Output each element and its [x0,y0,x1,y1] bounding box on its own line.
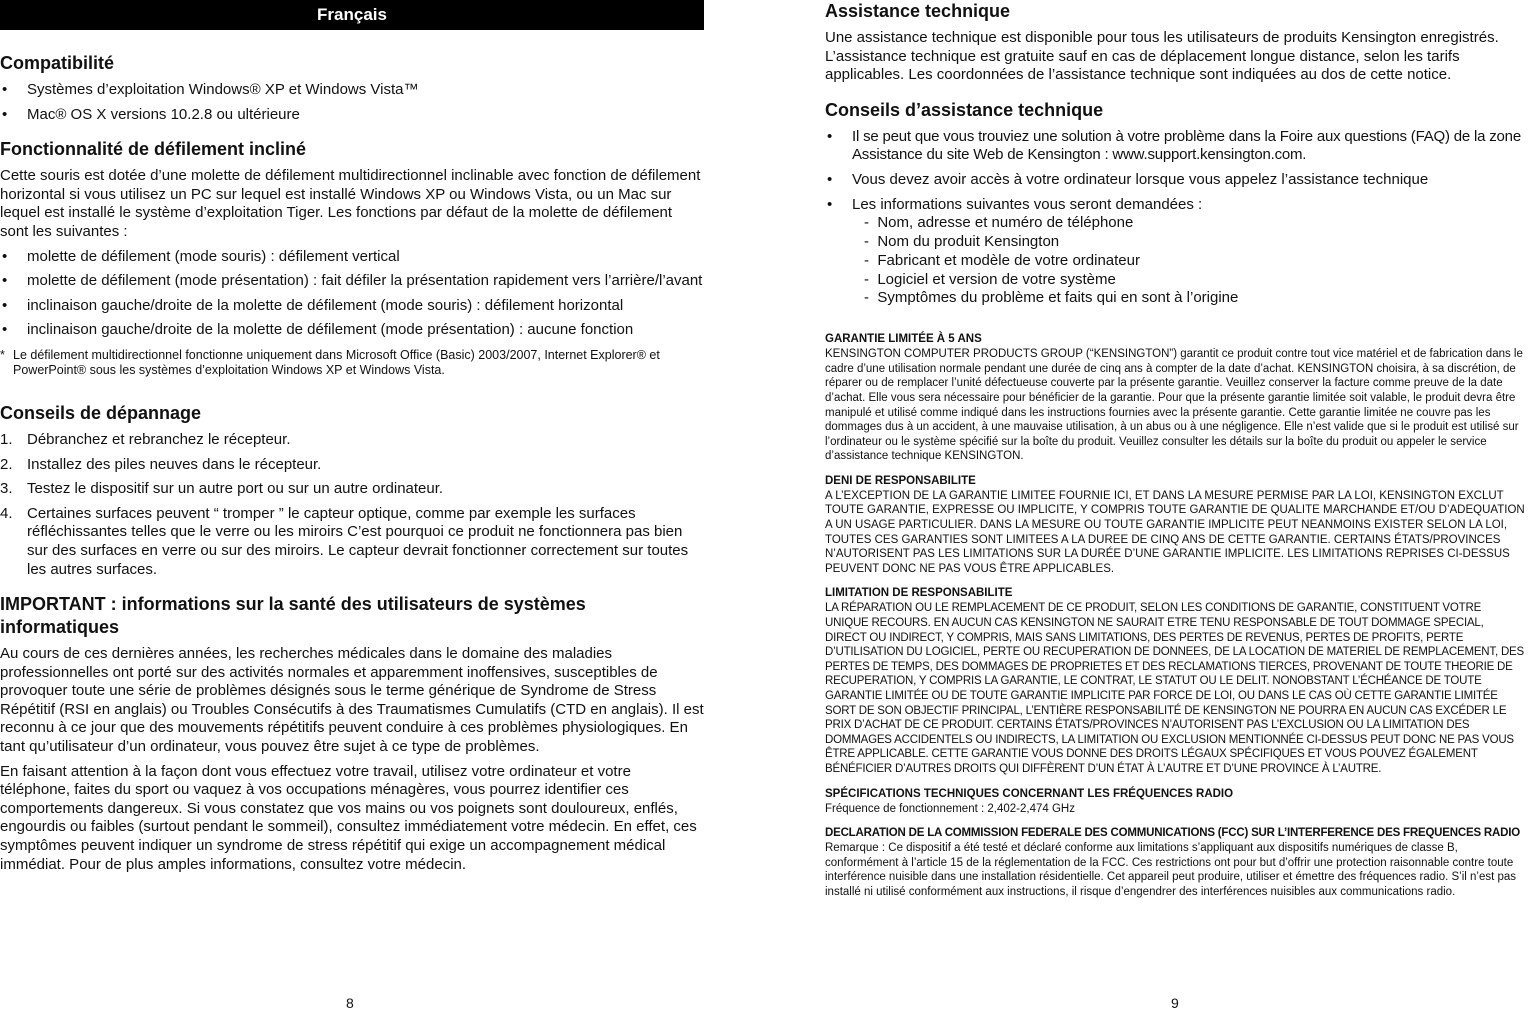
right-page [825,0,1525,1010]
item-number: 2. [0,455,13,473]
item-text: Testez le dispositif sur un autre port ou sur un autre ordinateur. [27,480,444,498]
compat-title: Compatibilité [0,53,115,73]
list-item: • Mac® OS X versions 10.2.8 ou ultérieure [0,106,704,125]
sub-item: - Nom, adresse et numéro de téléphone [864,214,1527,233]
health-title: IMPORTANT : informations sur la santé des utilisateurs de systèmes informatiques [0,594,586,638]
left-page [0,0,706,1010]
list-item [0,431,704,450]
rf-spec-heading: SPÉCIFICATIONS TECHNIQUES CONCERNANT LES FRÉQUENCES RADIO [825,787,1234,800]
list-item: • molette de défilement (mode souris) : défilement vertical [0,248,704,267]
item-number: 4. [0,504,13,522]
fcc-text: Remarque : Ce dispositif a été testé et déclaré conforme aux limitations s’appliquant aux dispositifs numériques de classe B, conformément à l’article 15 de la réglementation de la FCC. Ces restrictions ont pour but d’offrir une protection raisonnable contre toute interférence nuisible dans une installation résidentielle. Cet appareil peut produire, utiliser et émettre des fréquences radio. S’il n’est pas installé ni utilisé conformément aux instructions, il risque d’engendrer des interférences nuisibles aux communications radio. [825,842,1517,898]
item-text: Installez des piles neuves dans le récepteur. [27,455,322,473]
compat-list [0,81,704,124]
warranty-heading: GARANTIE LIMITÉE À 5 ANS [825,333,982,346]
item-text: Certaines surfaces peuvent “ tromper ” le capteur optique, comme par exemple les surfaces réfléchissantes telles que le verre ou les miroirs C’est pourquoi ce produit ne fonctionnera pas bien sur des surfaces en verre ou sur des miroirs. Le capteur devrait fonctionner correctement sur toutes les autres surfaces. [27,504,689,578]
sub-item: - Symptômes du problème et faits qui en sont à l’origine [864,289,1527,308]
sub-list [852,214,1527,308]
page-number-right: 9 [1171,995,1179,1011]
list-item: • Vous devez avoir accès à votre ordinateur lorsque vous appelez l’assistance technique [825,171,1527,190]
health-paragraph-1: Au cours de ces dernières années, les recherches médicales dans le domaine des maladies professionnelles ont porté sur des activités normales et apparemment inoffensives, susceptibles de provoquer toute une série de problèmes désignés sous le terme générique de Syndrome de Stress Répétitif (RSI en anglais) ou Troubles Consécutifs à des Traumatismes Cumulatifs (CTD en anglais). Il est reconnu à ce jour que des mouvements répétitifs peuvent conduire à ces problèmes physiologiques. En tant qu’utilisateur d’un ordinateur, vous pouvez être sujet à ce type de problèmes. [0,645,704,756]
right-column [825,0,1527,900]
list-item [0,456,704,475]
rf-spec-text: Fréquence de fonctionnement : 2,402-2,474 GHz [825,802,1075,815]
tilt-footnote [0,348,704,378]
disclaimer-heading: DENI DE RESPONSABILITE [825,474,976,487]
list-item [825,196,1527,309]
liability-heading: LIMITATION DE RESPONSABILITE [825,587,1013,600]
support-text: Une assistance technique est disponible pour tous les utilisateurs de produits Kensington enregistrés. L’assistance technique est gratuite sauf en cas de déplacement longue distance, selon les tarifs applicables. Les coordonnées de l’assistance technique sont indiquées au dos de cette notice. [825,29,1499,84]
sub-item: - Logiciel et version de votre système [864,271,1527,290]
list-item [0,505,704,579]
item-text: Les informations suivantes vous seront demandées : [852,195,1203,213]
tilt-intro: Cette souris est dotée d’une molette de défilement multidirectionnel inclinable avec fonction de défilement horizontal si vous utilisez un PC sur lequel est installé Windows XP ou Windows Vista, ou un Mac sur lequel est installé le système d’exploitation Tiger. Les fonctions par défaut de la molette de défilement sont les suivantes : [0,167,701,240]
list-item: • inclinaison gauche/droite de la molette de défilement (mode présentation) : aucune fonction [0,321,704,340]
sub-item: - Fabricant et modèle de votre ordinateur [864,252,1527,271]
trouble-list [0,431,704,579]
tips-list [825,128,1527,308]
list-item: • Systèmes d’exploitation Windows® XP et Windows Vista™ [0,81,704,100]
language-banner: Français [0,0,704,30]
item-number: 1. [0,430,13,448]
trouble-title: Conseils de dépannage [0,402,202,423]
sub-item: - Nom du produit Kensington [864,233,1527,252]
list-item: • Il se peut que vous trouviez une solution à votre problème dans la Foire aux questions (FAQ) de la zone Assistance du site Web de Kensington : www.support.kensington.com. [825,128,1527,165]
list-item: • molette de défilement (mode présentation) : fait défiler la présentation rapidement vers l’arrière/l’avant [0,272,704,291]
list-item [0,480,704,499]
tilt-title: Fonctionnalité de défilement incliné [0,139,307,160]
liability-text: LA RÉPARATION OU LE REMPLACEMENT DE CE PRODUIT, SELON LES CONDITIONS DE GARANTIE, CONSTITUENT VOTRE UNIQUE RECOURS. EN AUCUN CAS KENSINGTON NE SAURAIT ETRE TENU RESPONSABLE DE TOUT DOMMAGE SPECIAL, DIRECT OU INDIRECT, Y COMPRIS, MAIS SANS LIMITATIONS, DES PERTES DE REVENUS, PERTES DE PROFITS, PERTE D’UTILISATION DU LOGICIEL, PERTE OU RECUPERATION DE DONNEES, DE LA LOCATION DE MATERIEL DE REMPLACEMENT, DES PERTES DE TEMPS, DES DOMMAGES DE PROPRIETES ET DES RECLAMATIONS TIERCES, PROVENANT DE TOUTE THEORIE DE RECUPERATION, Y COMPRIS LA GARANTIE, LE CONTRAT, LE STATUT OU LE DELIT. NONOBSTANT L’ÉCHÉANCE DE TOUTE GARANTIE LIMITÉE OU DE TOUTE GARANTIE IMPLICITE PAR FORCE DE LOI, OU DANS LE CAS OÙ CETTE GARANTIE LIMITÉE SORT DE SON OBJECTIF PRINCIPAL, L’ENTIÈRE RESPONSABILITÉ DE KENSINGTON NE POURRA EN AUCUN CAS EXCÉDER LE PRIX D’ACHAT DE CE PRODUIT. CERTAINS ÉTATS/PROVINCES N’AUTORISENT PAS L’EXCLUSION OU LA LIMITATION DES DOMMAGES ACCIDENTELS OU INDIRECTS, LA LIMITATION OU EXCLUSION MENTIONNÉE CI-DESSUS PEUT DONC NE PAS VOUS ÊTRE APPLICABLE. CETTE GARANTIE VOUS DONNE DES DROITS LÉGAUX SPÉCIFIQUES ET VOUS POUVEZ ÉGALEMENT BÉNÉFICIER D’AUTRES DROITS QUI DIFFÈRENT D’UN ÉTAT À L’AUTRE ET D’UNE PROVINCE À L’AUTRE. [825,602,1524,775]
footnote-text: Le défilement multidirectionnel fonctionne uniquement dans Microsoft Office (Basic) 2003/2007, Internet Explorer® et PowerPoint® sous les systèmes d’exploitation Windows XP et Windows Vista. [13,347,660,377]
footnote-mark: * [0,347,5,362]
tips-title: Conseils d’assistance technique [825,99,1104,120]
left-column [0,52,704,880]
item-number: 3. [0,480,13,498]
support-title: Assistance technique [825,1,1011,21]
warranty-text: KENSINGTON COMPUTER PRODUCTS GROUP (“KENSINGTON”) garantit ce produit contre tout vice matériel et de fabrication dans le cadre d’une utilisation normale pendant une durée de cinq ans à compter de la date d’achat. KENSINGTON choisira, à sa discrétion, de réparer ou de remplacer l’unité défectueuse couverte par la présente garantie. Veuillez conserver la facture comme preuve de la date d’achat. Elle vous sera nécessaire pour bénéficier de la garantie. Pour que la présente garantie limitée soit valable, le produit devra être manipulé et utilisé comme indiqué dans les instructions fournies avec la présente garantie. Cette garantie limitée ne couvre pas les dommages dus à un accident, à une mauvaise utilisation, à un abus ou à une négligence. Elle n’est valide que si le produit est utilisé sur l’ordinateur ou le système spécifié sur la boîte du produit. Veuillez consulter les détails sur la boîte du produit ou appeler le service d’assistance technique KENSINGTON. [825,348,1523,463]
fcc-heading: DECLARATION DE LA COMMISSION FEDERALE DES COMMUNICATIONS (FCC) SUR L’INTERFERENCE DES FREQUENCES RADIO [825,827,1520,840]
disclaimer-text: A L’EXCEPTION DE LA GARANTIE LIMITEE FOURNIE ICI, ET DANS LA MESURE PERMISE PAR LA LOI, KENSINGTON EXCLUT TOUTE GARANTIE, EXPRESSE OU IMPLICITE, Y COMPRIS TOUTE GARANTIE DE QUALITE MARCHANDE ET/OU D’ADEQUATION A UN USAGE PARTICULIER. DANS LA MESURE OU TOUTE GARANTIE IMPLICITE PEUT NEANMOINS EXISTER SELON LA LOI, TOUTES CES GARANTIES SONT LIMITEES A LA DUREE DE CINQ ANS DE CETTE GARANTIE. CERTAINS ÉTATS/PROVINCES N’AUTORISENT PAS LES LIMITATIONS SUR LA DURÉE D’UNE GARANTIE IMPLICITE. LES LIMITATIONS REPRISES CI-DESSUS PEUVENT DONC NE PAS VOUS ÊTRE APPLICABLES. [825,489,1525,575]
health-paragraph-2: En faisant attention à la façon dont vous effectuez votre travail, utilisez votre ordinateur et votre téléphone, faites du sport ou vaquez à vos occupations ménagères, vous pourrez identifier ces comportements dangereux. Si vous constatez que vos mains ou vos poignets sont douloureux, enflés, engourdis ou faibles (surtout pendant le sommeil), consultez immédiatement votre médecin. En effet, ces symptômes peuvent indiquer un syndrome de stress répétitif qui exige un accompagnement médical immédiat. Pour de plus amples informations, consultez votre médecin. [0,762,697,873]
page-number-left: 8 [346,995,354,1011]
legal-section [825,332,1527,899]
item-text: Débranchez et rebranchez le récepteur. [27,430,291,448]
list-item: • inclinaison gauche/droite de la molette de défilement (mode souris) : défilement horizontal [0,297,704,316]
tilt-list [0,248,704,340]
